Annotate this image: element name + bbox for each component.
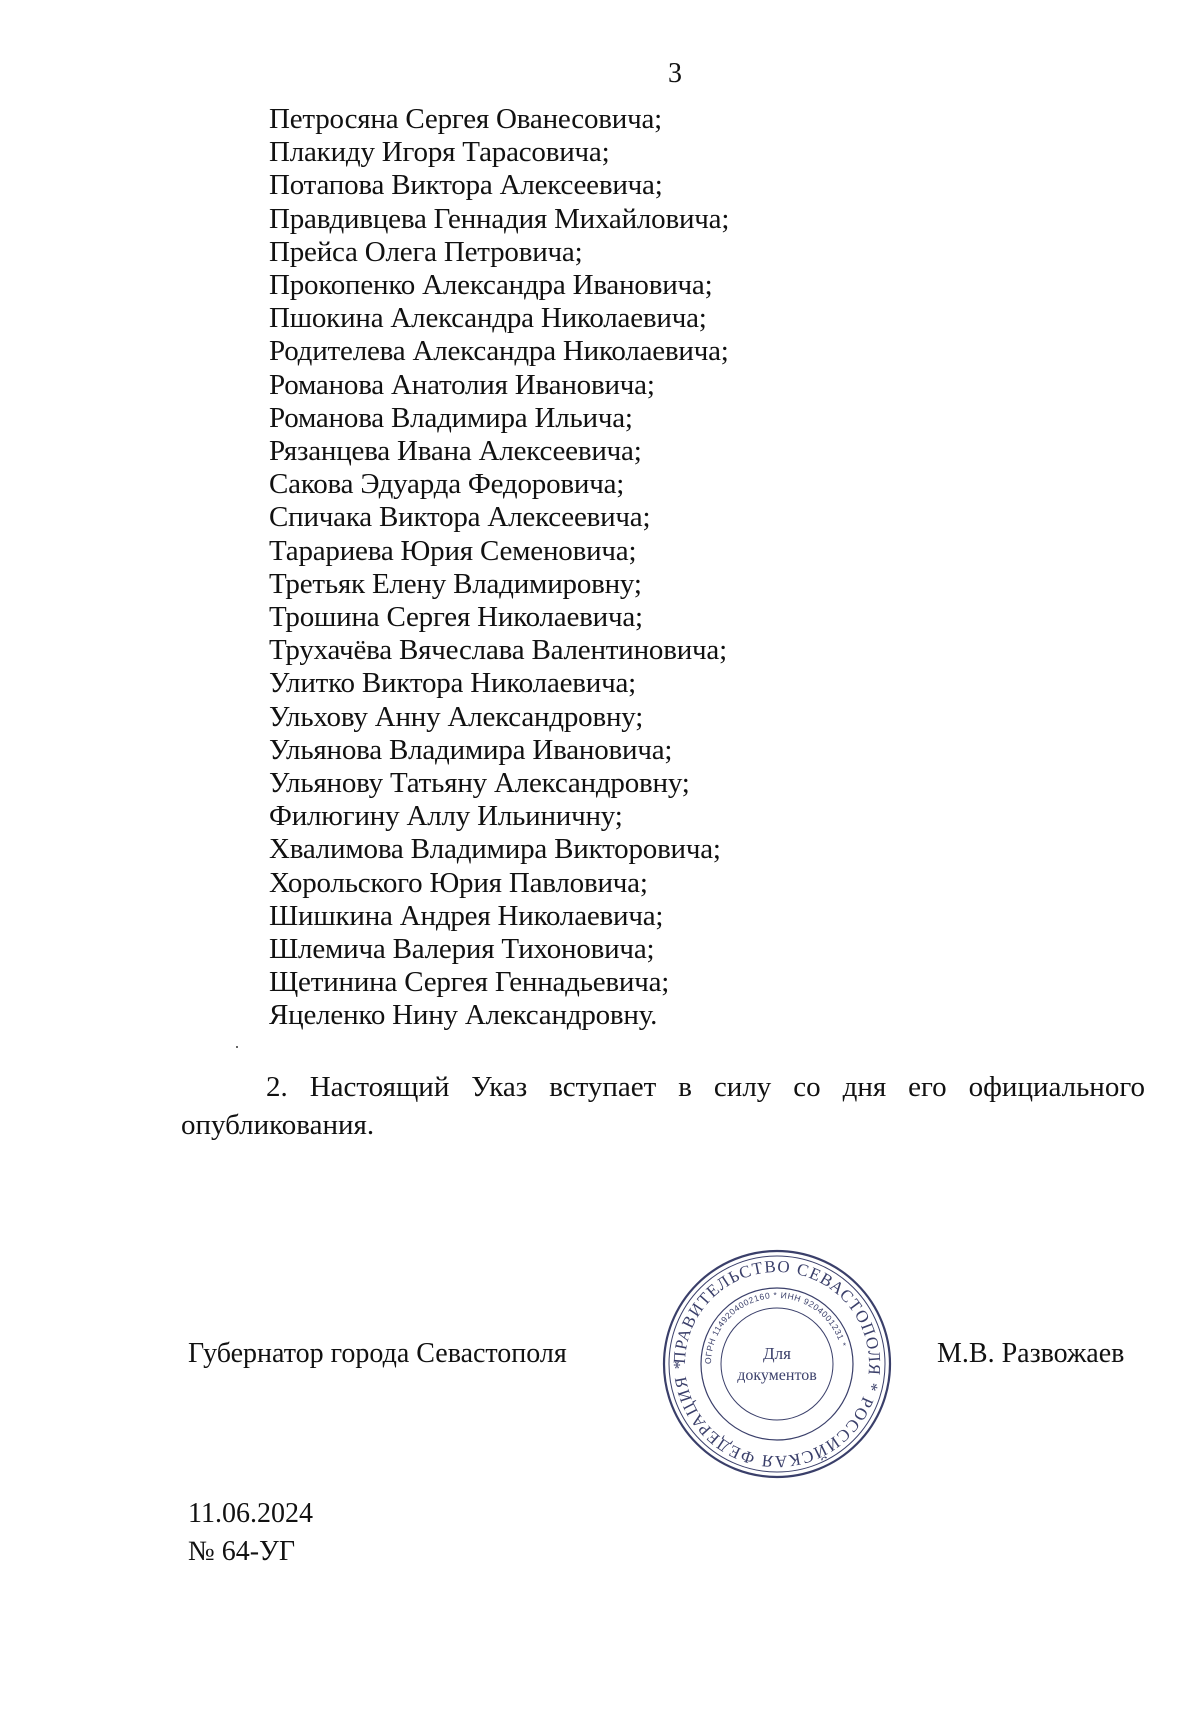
- name-entry: Ульянову Татьяну Александровну;: [269, 767, 690, 800]
- name-entry: Щетинина Сергея Геннадьевича;: [269, 966, 670, 999]
- name-entry: Родителева Александра Николаевича;: [269, 335, 729, 368]
- seal-outer-text: ПРАВИТЕЛЬСТВО СЕВАСТОПОЛЯ * РОССИЙСКАЯ ФЕДЕРАЦИЯ *: [669, 1256, 885, 1472]
- name-entry: Сакова Эдуарда Федоровича;: [269, 468, 625, 501]
- name-entry: Петросяна Сергея Ованесовича;: [269, 103, 662, 135]
- name-entry: Романова Владимира Ильича;: [269, 401, 633, 434]
- document-date: 11.06.2024: [188, 1498, 313, 1529]
- paragraph-line-1: 2. Настоящий Указ вступает в силу со дня его официального: [266, 1071, 1145, 1103]
- name-entry: Улитко Виктора Николаевича;: [269, 667, 637, 700]
- name-entry: Шишкина Андрея Николаевича;: [269, 899, 664, 932]
- name-entry: Прейса Олега Петровича;: [269, 235, 583, 268]
- seal-center-line-2: документов: [737, 1367, 817, 1384]
- margin-mark: [236, 1046, 238, 1048]
- signer-title: Губернатор города Севастополя: [188, 1338, 567, 1369]
- name-entry: Правдивцева Геннадия Михайловича;: [269, 202, 730, 235]
- name-entry: Потапова Виктора Алексеевича;: [269, 169, 663, 202]
- name-entry: Хвалимова Владимира Викторовича;: [269, 833, 721, 866]
- name-entry: Ульхову Анну Александровну;: [269, 700, 644, 733]
- name-entry: Спичака Виктора Алексеевича;: [269, 501, 651, 534]
- name-entry: Пшокина Александра Николаевича;: [269, 302, 707, 335]
- name-entry: Тарариева Юрия Семеновича;: [269, 534, 637, 567]
- name-entry: Яцеленко Нину Александровну.: [269, 999, 658, 1032]
- name-entry: Филюгину Аллу Ильиничну;: [269, 800, 623, 833]
- name-entry: Хорольского Юрия Павловича;: [269, 866, 648, 899]
- name-entry: Ульянова Владимира Ивановича;: [269, 733, 673, 766]
- name-entry: Плакиду Игоря Тарасовича;: [269, 136, 610, 169]
- document-number: № 64-УГ: [188, 1536, 296, 1567]
- names-list: [269, 103, 729, 1033]
- name-entry: Трошина Сергея Николаевича;: [269, 601, 643, 634]
- seal-center-line-1: Для: [763, 1344, 791, 1363]
- name-entry: Романова Анатолия Ивановича;: [269, 368, 655, 401]
- effective-date-paragraph: [181, 1068, 1145, 1144]
- name-entry: Рязанцева Ивана Алексеевича;: [269, 435, 642, 468]
- paragraph-line-2: опубликования.: [181, 1109, 375, 1141]
- official-seal: [660, 1247, 894, 1481]
- seal-inner-text: ОГРН 1149204002160 * ИНН 9204001231 *: [702, 1289, 849, 1365]
- page-number: 3: [668, 58, 682, 89]
- name-entry: Третьяк Елену Владимировну;: [269, 567, 642, 600]
- name-entry: Шлемича Валерия Тихоновича;: [269, 933, 655, 966]
- signer-name: М.В. Развожаев: [937, 1338, 1125, 1369]
- name-entry: Прокопенко Александра Ивановича;: [269, 269, 713, 302]
- name-entry: Трухачёва Вячеслава Валентиновича;: [269, 634, 727, 667]
